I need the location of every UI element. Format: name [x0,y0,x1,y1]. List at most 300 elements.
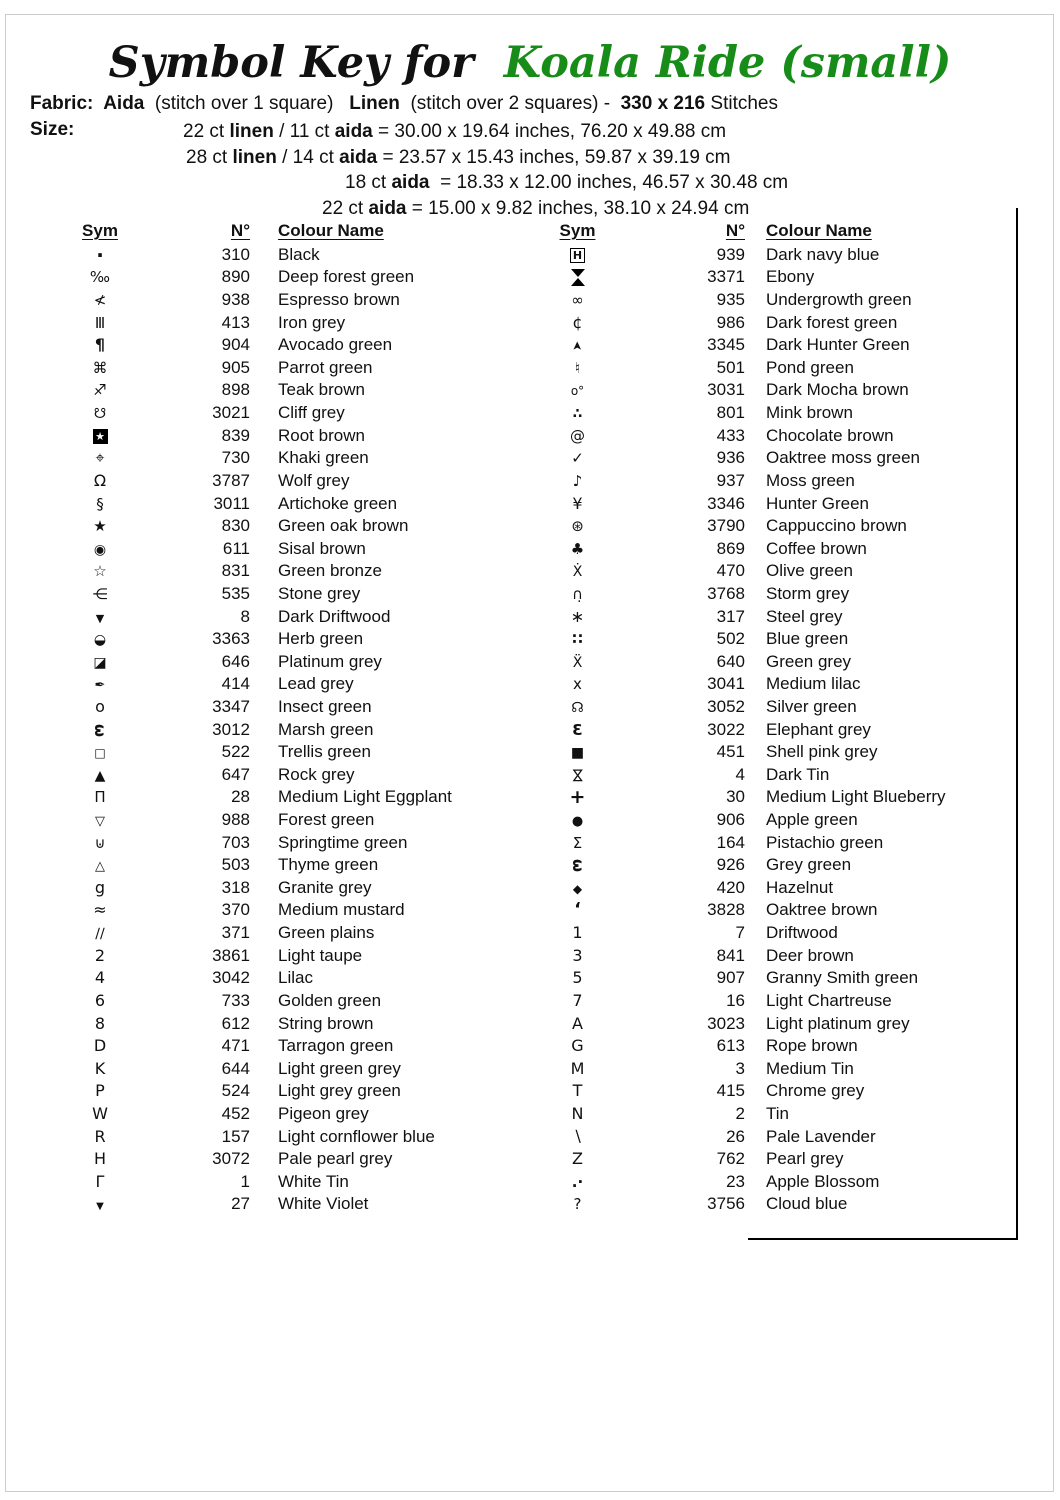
dmc-number: 3363 [212,629,250,649]
colour-name: Dark navy blue [766,244,880,264]
table-row [60,289,520,312]
dmc-number: 647 [221,764,250,784]
colour-name: Green oak brown [278,516,409,536]
table-row [545,628,1010,651]
dmc-number: 157 [221,1126,250,1146]
colour-name: Pond green [766,357,854,377]
symbol [545,744,610,760]
symbol-glyph: x [573,675,582,694]
symbol-glyph: ◒ [93,632,107,649]
symbol [60,269,140,285]
dmc-number: 413 [221,312,250,332]
dmc-number: 535 [221,583,250,603]
dmc-number: 907 [716,968,745,988]
dmc-number: 3072 [212,1149,250,1169]
symbol-glyph: · [96,242,104,267]
colour-name: Elephant grey [766,719,871,739]
table-row [60,809,520,832]
symbol [60,1151,140,1167]
symbol-glyph: ★ [93,429,108,444]
header-number: N° [725,221,745,240]
table-header [60,219,520,243]
text-segment: / 11 ct [273,121,335,142]
colour-name: Green plains [278,923,375,943]
symbol-glyph: M [570,1058,585,1078]
table-row [60,583,520,606]
table-row [545,854,1010,877]
symbol-glyph: Ẋ [572,564,583,581]
table-row [60,922,520,945]
dmc-number: 3 [735,1058,745,1078]
symbol [60,654,140,670]
symbol [545,901,610,919]
symbol [545,493,610,513]
table-row [545,470,1010,493]
table-rows [545,244,1010,1216]
colour-name: Lilac [278,968,313,988]
table-row [545,1125,1010,1148]
dmc-number: 839 [221,425,250,445]
colour-name: Tarragon green [278,1036,394,1056]
colour-name: Forest green [278,810,375,830]
dmc-number: 502 [716,629,745,649]
colour-name: Medium mustard [278,900,405,920]
table-row [545,718,1010,741]
table-row [545,696,1010,719]
symbol [545,1126,610,1146]
colour-name: Rope brown [766,1036,858,1056]
symbol [545,970,610,986]
dmc-number: 7 [735,923,745,943]
symbol [60,696,140,716]
colour-name: Stone grey [278,583,361,603]
symbol [545,835,610,851]
colour-name: Platinum grey [278,651,382,671]
dmc-number: 646 [221,651,250,671]
symbol [60,945,140,965]
symbol [60,902,140,918]
text-segment: (stitch over 1 square) [144,93,350,114]
text-segment: = 18.33 x 12.00 inches, 46.57 x 30.48 cm [429,172,789,193]
table-row [545,266,1010,289]
colour-name: Granite grey [278,877,372,897]
symbol-glyph: H [570,248,585,263]
symbol-glyph: ♮ [574,358,581,377]
symbol [60,470,140,490]
dmc-number: 3023 [707,1013,745,1033]
table-row [60,1057,520,1080]
dmc-number: 451 [716,742,745,762]
colour-name: Oaktree moss green [766,448,921,468]
colour-name: Deer brown [766,945,854,965]
dmc-number: 1 [240,1171,250,1191]
colour-name: Chrome grey [766,1081,865,1101]
table-row [545,1148,1010,1171]
colour-name: Light taupe [278,945,363,965]
size-line [183,119,1030,145]
dmc-number: 420 [716,877,745,897]
table-row [545,357,1010,380]
title-prefix: Symbol Key for [108,38,504,88]
dmc-number: 3787 [212,470,250,490]
symbol [545,1151,610,1167]
dmc-number: 640 [716,651,745,671]
dmc-number: 28 [231,787,250,807]
colour-name: Light Chartreuse [766,990,892,1010]
symbol-glyph: □ [94,746,106,761]
symbol [545,880,610,896]
size-label: Size: [30,119,75,140]
symbol [60,1013,140,1033]
colour-name: Olive green [766,561,853,581]
header-sym: Sym [559,221,596,240]
table-row [545,492,1010,515]
dmc-number: 898 [221,380,250,400]
symbol [545,337,610,353]
symbol-glyph: 8 [94,1013,106,1033]
dmc-number: 433 [716,425,745,445]
symbol [60,1038,140,1054]
symbol [60,789,140,805]
dmc-number: 988 [221,810,250,830]
symbol [60,835,140,851]
colour-name: Pistachio green [766,832,884,852]
colour-name: Lead grey [278,674,354,694]
table-row [545,764,1010,787]
dmc-number: 905 [221,357,250,377]
symbol-glyph: Ⅲ [94,313,106,332]
text-segment: = 30.00 x 19.64 inches, 76.20 x 49.88 cm [372,121,727,142]
dmc-number: 733 [221,990,250,1010]
symbol [60,1171,140,1191]
text-segment: 22 ct [322,197,369,219]
symbol [545,767,610,783]
table-row [60,967,520,990]
table-row [545,1103,1010,1126]
symbol [60,1103,140,1123]
dmc-number: 30 [726,787,745,807]
colour-name: Golden green [278,990,382,1010]
symbol [60,337,140,353]
symbol [545,428,610,444]
symbol-glyph: ∗ [570,606,585,626]
symbol [60,1196,140,1212]
dmc-number: 831 [221,561,250,581]
colour-name: Pale Lavender [766,1126,876,1146]
symbol [60,609,140,625]
symbol [545,518,610,534]
table-row [545,1170,1010,1193]
colour-name: Dark Hunter Green [766,335,910,355]
colour-name: Black [278,244,320,264]
symbol [545,312,610,332]
colour-name: Marsh green [278,719,374,739]
table-border-bottom [748,1238,1018,1240]
dmc-number: 4 [735,764,745,784]
symbol-glyph: ∩̣ [572,584,583,603]
dmc-number: 611 [222,538,250,558]
dmc-number: 470 [716,561,745,581]
table-row [60,990,520,1013]
symbol-glyph: ◆ [572,881,583,896]
dmc-number: 3011 [213,493,250,513]
symbol-glyph: Ɛ [572,720,583,739]
text-segment: / 14 ct [276,146,340,168]
colour-name: Parrot green [278,357,373,377]
dmc-number: 3768 [707,583,745,603]
symbol-glyph: ◉ [93,541,107,558]
dmc-number: 8 [240,606,250,626]
symbol-glyph: 7 [572,990,583,1010]
symbol-glyph: o [95,696,105,716]
symbol [60,744,140,760]
table-row [60,1170,520,1193]
symbol-glyph: ≮ [93,291,107,310]
symbol-glyph: ¥ [572,493,583,513]
dmc-number: 3345 [707,335,745,355]
colour-name: Green grey [766,651,852,671]
colour-name: Hunter Green [766,493,869,513]
colour-name: Sisal brown [278,538,366,558]
table-row [60,831,520,854]
dmc-number: 2 [735,1103,745,1123]
symbol [60,925,140,941]
fabric-info-line [30,93,778,115]
table-row [60,244,520,267]
symbol-glyph: P [95,1081,105,1101]
table-row [60,515,520,538]
symbol [60,450,140,466]
table-border-right [1016,208,1018,1240]
title-pattern-name: Koala Ride (small) [503,38,952,88]
table-row [545,922,1010,945]
symbol [545,563,610,579]
symbol [545,945,610,965]
table-row [545,1035,1010,1058]
colour-name: Springtime green [278,832,408,852]
symbol-glyph: g [94,877,106,897]
colour-name: Dark Mocha brown [766,380,909,400]
table-row [545,899,1010,922]
table-row [545,311,1010,334]
dmc-number: 503 [221,855,250,875]
symbol [545,1083,610,1099]
colour-name: Root brown [278,425,365,445]
colour-name: Apple Blossom [766,1171,880,1191]
symbol-glyph: .· [571,1172,584,1191]
colour-name: Teak brown [278,380,365,400]
colour-name: Chocolate brown [766,425,894,445]
text-segment: 18 ct [345,172,392,193]
table-row [60,944,520,967]
symbol [60,563,140,579]
colour-name: Pale pearl grey [278,1149,393,1169]
colour-name: Pigeon grey [278,1103,369,1123]
dmc-number: 524 [221,1081,250,1101]
colour-name: Medium lilac [766,674,861,694]
table-row [60,786,520,809]
colour-name: Coffee brown [766,538,867,558]
dmc-number: 501 [716,357,745,377]
table-row [60,311,520,334]
symbol-glyph: ‰ [89,268,111,287]
text-segment: 330 x 216 [620,93,706,114]
symbol-glyph: ⊛ [571,517,584,536]
symbol [60,242,140,267]
symbol [545,857,610,873]
dmc-number: 936 [716,448,745,468]
colour-name: Tin [766,1103,789,1123]
symbol [545,925,610,941]
dmc-number: 841 [716,945,745,965]
symbol [60,970,140,986]
colour-name: Cloud blue [766,1194,848,1214]
header-number: N° [230,221,250,240]
symbol-glyph: ☊ [571,699,584,716]
size-line [186,145,1030,171]
symbol [60,518,140,534]
symbol [60,722,140,738]
table-row [60,1080,520,1103]
text-segment: aida [334,121,373,142]
symbol [545,654,610,670]
dmc-number: 613 [716,1036,745,1056]
colour-name: Steel grey [766,606,843,626]
table-row [545,289,1010,312]
symbol-glyph: 5 [572,968,583,988]
table-row [60,1103,520,1126]
table-row [545,537,1010,560]
symbol [545,812,610,828]
dmc-number: 3021 [212,403,250,423]
colour-name: Driftwood [766,923,838,943]
dmc-number: 452 [221,1103,250,1123]
colour-name: Iron grey [278,312,346,332]
symbol-glyph: ▲ [94,767,106,784]
colour-name: Light cornflower blue [278,1126,435,1146]
table-row [545,1012,1010,1035]
symbol-glyph: ? [573,1195,582,1214]
header-colour-name: Colour Name [766,221,872,240]
hourglass-symbol [571,269,585,286]
table-row [545,809,1010,832]
colour-name: Deep forest green [278,267,415,287]
colour-name: Light platinum grey [766,1013,910,1033]
table-row [545,944,1010,967]
table-row [545,515,1010,538]
size-line [345,170,1030,196]
colour-name: Insect green [278,696,372,716]
dmc-number: 937 [716,470,745,490]
symbol-glyph: ω [568,859,587,873]
text-segment: 28 ct [186,146,233,168]
table-row [60,492,520,515]
size-line [322,196,1030,222]
dmc-number: 3041 [707,674,745,694]
symbol [545,1103,610,1123]
symbol-glyph: + [569,785,586,808]
colour-name: Light grey green [278,1081,401,1101]
symbol-glyph: ⌖ [95,448,105,468]
text-segment: = 23.57 x 15.43 inches, 59.87 x 39.19 cm [377,146,731,168]
symbol [60,767,140,783]
table-row [545,605,1010,628]
table-row [60,1035,520,1058]
table-row [545,831,1010,854]
colour-name: Khaki green [278,448,369,468]
text-segment: Linen [349,93,400,114]
symbol [60,405,140,421]
symbol-glyph: ☆ [93,562,107,581]
header-sym: Sym [82,221,118,240]
dmc-number: 3347 [212,696,250,716]
symbol [545,382,610,398]
table-row [545,990,1010,1013]
symbol-glyph: ⊍ [94,833,106,852]
colour-name: Cliff grey [278,403,345,423]
colour-name: Artichoke green [278,493,398,513]
colour-name: White Tin [278,1171,349,1191]
text-segment: linen [232,146,277,168]
table-row [60,447,520,470]
symbol [545,405,610,421]
symbol-glyph: ♪ [572,471,583,490]
dmc-number: 415 [716,1081,745,1101]
table-row [545,673,1010,696]
symbol-glyph: W [92,1103,108,1123]
table-row [60,650,520,673]
symbol [60,631,140,647]
symbol-glyph: 2 [94,945,106,965]
symbol-glyph: ¢ [572,312,583,332]
table-row [60,628,520,651]
dmc-number: 644 [221,1058,250,1078]
symbol-glyph: ☋ [93,406,107,423]
colour-name: Avocado green [278,335,393,355]
colour-name: Thyme green [278,855,379,875]
dmc-number: 164 [716,832,745,852]
table-row [60,696,520,719]
dmc-number: 16 [726,990,745,1010]
symbol-glyph: 1 [572,923,583,943]
symbol-glyph: A [572,1013,583,1033]
symbol-glyph: ¶ [94,335,106,355]
table-row [60,537,520,560]
colour-name: Dark Tin [766,764,830,784]
table-row [60,402,520,425]
symbol-glyph: ● [571,814,584,830]
table-row [60,334,520,357]
symbol [545,360,610,376]
dmc-number: 869 [716,538,745,558]
symbol [545,990,610,1010]
dmc-number: 612 [221,1013,250,1033]
table-row [545,1080,1010,1103]
table-row [60,605,520,628]
dmc-number: 471 [221,1036,250,1056]
table-row [545,967,1010,990]
dmc-number: 3012 [212,719,250,739]
symbol [545,292,610,308]
symbol [545,606,610,626]
symbol-table-left [60,219,520,1216]
symbol [545,1196,610,1212]
symbol [545,1058,610,1078]
dmc-number: 730 [221,448,250,468]
colour-name: Grey green [766,855,852,875]
symbol [545,473,610,489]
colour-name: White Violet [278,1194,369,1214]
